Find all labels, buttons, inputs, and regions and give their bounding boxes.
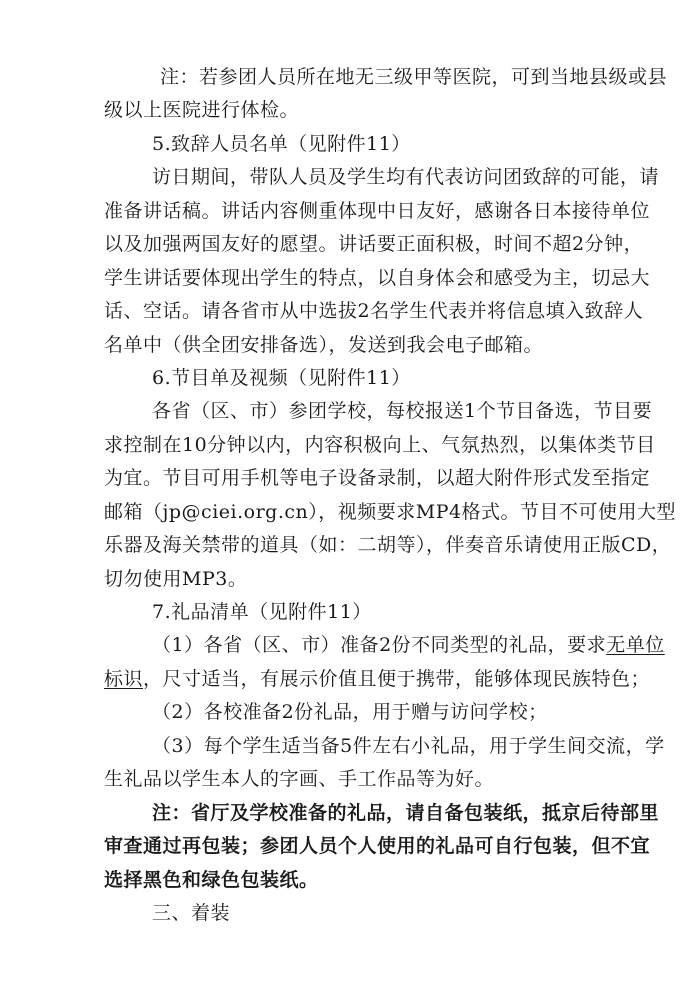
text-line-6: 以及加强两国友好的愿望。讲话要正面积极，时间不超2分钟， [104, 233, 644, 255]
text-line-18 [152, 632, 665, 658]
text-line-12: 求控制在10分钟以内，内容积极向上、气氛热烈，以集体类节目 [104, 434, 656, 456]
text-line-22: 生礼品以学生本人的字画、手工作品等为好。 [104, 768, 495, 790]
text-line-7: 学生讲话要体现出学生的特点，以自身体会和感受为主，切忌大 [104, 267, 651, 289]
text-line-4: 访日期间，带队人员及学生均有代表访问团致辞的可能，请 [152, 166, 660, 188]
text-line-19-main: ，尺寸适当，有展示价值且便于携带，能够体现民族特色； [143, 668, 651, 690]
text-line-14: 邮箱（jp@ciei.org.cn），视频要求MP4格式。节目不可使用大型 [104, 501, 677, 523]
section-5-heading: 5.致辞人员名单（见附件11） [152, 133, 411, 155]
note-bold-line-1: 注：省厅及学校准备的礼品，请自备包装纸，抵京后待部里 [152, 802, 660, 824]
text-line-11: 各省（区、市）参团学校，每校报送1个节目备选，节目要 [152, 400, 653, 422]
text-line-8: 话、空话。请各省市从中选拔2名学生代表并将信息填入致辞人 [104, 300, 644, 322]
text-line-2: 级以上医院进行体检。 [104, 99, 300, 121]
section-6-heading: 6.节目单及视频（见附件11） [152, 367, 411, 389]
text-line-21: （3）每个学生适当备5件左右小礼品，用于学生间交流，学 [152, 735, 665, 757]
text-line-1: 注：若参团人员所在地无三级甲等医院，可到当地县级或县 [160, 66, 668, 88]
text-line-9: 名单中（供全团安排备选），发送到我会电子邮箱。 [104, 334, 544, 356]
section-7-heading: 7.礼品清单（见附件11） [152, 601, 372, 623]
underlined-emphasis: 无单位 [606, 634, 665, 656]
underlined-emphasis-cont: 标识 [104, 668, 144, 690]
note-bold-line-2: 审查通过再包装；参团人员个人使用的礼品可自行包装，但不宜 [104, 835, 651, 857]
text-line-19 [104, 666, 650, 692]
text-line-15: 乐器及海关禁带的道具（如：二胡等），伴奏音乐请使用正版CD， [104, 534, 672, 556]
text-line-13: 为宜。节目可用手机等电子设备录制，以超大附件形式发至指定 [104, 467, 651, 489]
text-line-20: （2）各校准备2份礼品，用于赠与访问学校； [152, 701, 548, 723]
note-bold-line-3: 选择黑色和绿色包装纸。 [104, 869, 319, 891]
text-line-16: 切勿使用MP3。 [104, 568, 248, 590]
section-3-heading: 三、着装 [152, 902, 231, 924]
text-line-18-main: （1）各省（区、市）准备2份不同类型的礼品，要求 [152, 634, 607, 656]
text-line-5: 准备讲话稿。讲话内容侧重体现中日友好，感谢各日本接待单位 [104, 200, 651, 222]
